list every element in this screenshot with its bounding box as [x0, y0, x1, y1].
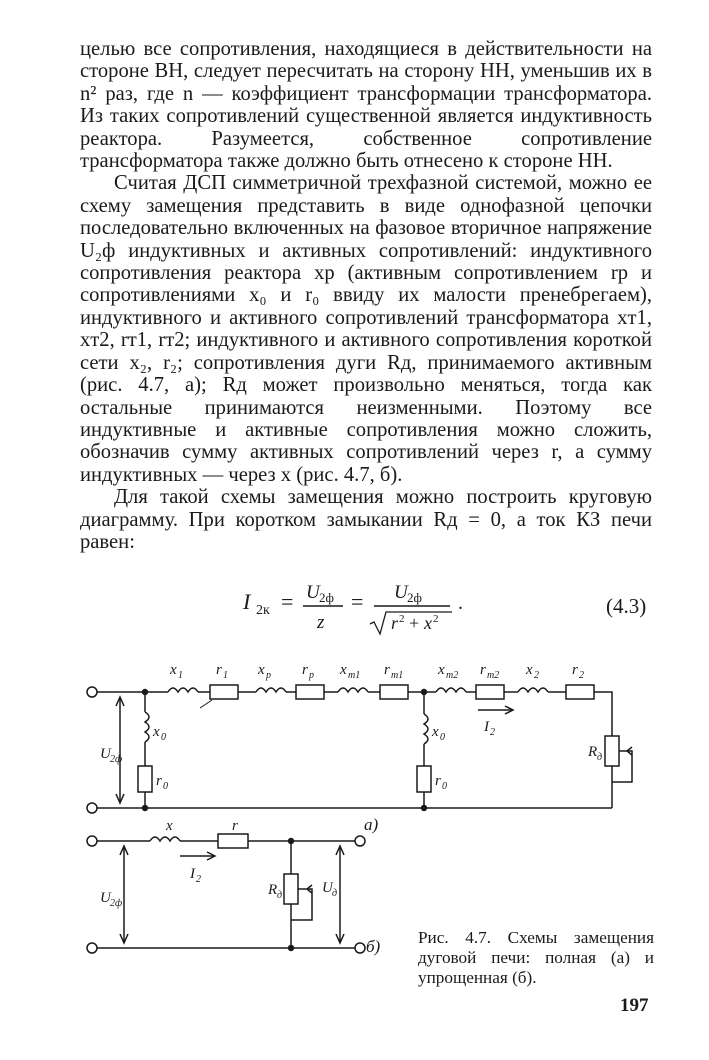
label-ud-sub: д [332, 888, 338, 899]
label-xt2: x [438, 662, 445, 678]
formula-4-3 [0, 578, 709, 638]
terminal-a-bottom [87, 803, 97, 813]
inductor-x0-a [145, 712, 149, 742]
label-rp: r [302, 662, 308, 678]
label-r0-b-sub: 0 [442, 781, 447, 792]
resistor-rt1 [380, 685, 408, 699]
label-u2f-b-sub: 2ф [110, 898, 123, 909]
inductor-x [150, 837, 180, 841]
plus-sign: + [409, 613, 420, 633]
formula-num1: U [306, 582, 320, 603]
paragraph-3: Для такой схемы замещения можно построить круговую диаграмму. При коротком замыкании Rд = 0, а ток КЗ печи равен: [80, 486, 652, 553]
formula-lhs-sub: 2к [256, 603, 270, 618]
equation-number: (4.3) [606, 594, 647, 618]
label-rd-a-sub: д [597, 752, 603, 763]
label-xt1: x [340, 662, 347, 678]
equals-sign-1: = [281, 589, 294, 614]
formula-num2: U [394, 582, 408, 603]
body-text [80, 38, 652, 553]
label-x0-b-sub: 0 [440, 732, 445, 743]
formula-den2-x: x [424, 613, 432, 633]
label-xp-sub: р [266, 670, 271, 681]
label-x: x [166, 818, 173, 834]
artifact-stroke [200, 700, 212, 708]
resistor-rd-a [605, 736, 619, 766]
figure-caption: Рис. 4.7. Схемы замещения дуговой печи: полная (а) и упрощенная (б). [418, 928, 654, 987]
terminal-b-out-top [355, 836, 365, 846]
inductor-xt1 [338, 688, 368, 692]
label-r1-sub: 1 [223, 670, 228, 681]
label-rd-a: R [588, 744, 598, 760]
terminal-b-top [87, 836, 97, 846]
formula-den2-r-exp: 2 [399, 613, 405, 625]
paragraph-2: Считая ДСП симметричной трехфазной системой, можно ее схему замещения представить в виде однофазной цепочки последовательно включенных на фазовое вторичное напряжение U₂ф индуктивных и активных сопротивлений: индуктивного сопротивления реактора xр (активным сопротивлением rр и сопротивлениями x₀ и r₀ ввиду их малости пренебрегаем), индуктивного и активного сопротивлений трансформатора xт1, xт2, rт1, rт2; индуктивного и активного сопротивления короткой сети x₂, r₂; сопротивления дуги Rд, принимаемого активным (рис. 4.7, а); Rд может произвольно меняться, тогда как остальные принимаются неизменными. Поэтому все индуктивные и активные сопротивления можно сложить, обозначив сумму активных сопротивлений через r, а сумму индуктивных — через x (рис. 4.7, б). [80, 172, 652, 486]
label-xt2-sub: т2 [446, 670, 459, 681]
node-a-2 [143, 806, 148, 811]
inductor-x1 [168, 688, 198, 692]
inductor-xp [256, 688, 286, 692]
label-rt2: r [480, 662, 486, 678]
resistor-r [218, 834, 248, 848]
paragraph-1: целью все сопротивления, находящиеся в действительности на стороне ВН, следует пересчитать на сторону НН, уменьшив их в n² раз, где n — коэффициент трансформации трансформатора. Из таких сопротивлений существенной является индуктивность реактора. Разумеется, собственное сопротивление трансформатора также должно быть отнесено к стороне НН. [80, 38, 652, 173]
label-x1: x [170, 662, 177, 678]
formula-period: . [458, 592, 463, 614]
label-x1-sub: 1 [178, 670, 183, 681]
label-r: r [232, 818, 238, 834]
resistor-r2 [566, 685, 594, 699]
label-xt1-sub: т1 [348, 670, 361, 681]
label-b-tag: б) [366, 937, 381, 956]
label-rp-sub: р [309, 670, 314, 681]
label-r2-sub: 2 [579, 670, 584, 681]
label-u2f-b: U [100, 890, 111, 906]
resistor-rt2 [476, 685, 504, 699]
inductor-xt2 [436, 688, 466, 692]
label-i2-a-sub: 2 [490, 727, 495, 738]
inductor-x2 [518, 688, 548, 692]
label-r0-b: r [435, 773, 441, 789]
wire-a-top-11 [594, 692, 612, 736]
label-rt2-sub: т2 [487, 670, 500, 681]
label-i2-b-sub: 2 [196, 874, 201, 885]
label-x2: x [526, 662, 533, 678]
resistor-r0-a [138, 766, 152, 792]
label-i2-b: I [190, 866, 195, 882]
label-a-tag: а) [364, 815, 379, 834]
label-x0-a: x [153, 724, 160, 740]
formula-den2-r: r [391, 613, 399, 633]
label-r0-a: r [156, 773, 162, 789]
formula-num2-sub: 2ф [407, 590, 422, 605]
resistor-r0-b [417, 766, 431, 792]
label-x2-sub: 2 [534, 670, 539, 681]
page-number: 197 [620, 995, 649, 1016]
figure-4-7-circuits [0, 640, 709, 960]
equals-sign-2: = [351, 589, 364, 614]
terminal-b-bottom [87, 943, 97, 953]
label-u2f-a-sub: 2ф [110, 754, 123, 765]
resistor-rp [296, 685, 324, 699]
label-rt1: r [384, 662, 390, 678]
formula-lhs: I [243, 589, 251, 614]
formula-num1-sub: 2ф [319, 590, 334, 605]
label-r1: r [216, 662, 222, 678]
label-rt1-sub: т1 [391, 670, 404, 681]
formula-den2-x-exp: 2 [433, 613, 439, 625]
terminal-b-out-bottom [355, 943, 365, 953]
label-ud: U [322, 880, 333, 896]
label-u2f-a: U [100, 746, 111, 762]
label-rd-b-sub: д [277, 890, 283, 901]
label-x0-b: x [432, 724, 439, 740]
label-r2: r [572, 662, 578, 678]
node-b-2 [289, 946, 294, 951]
resistor-rd-b [284, 874, 298, 904]
node-a-4 [422, 806, 427, 811]
label-x0-a-sub: 0 [161, 732, 166, 743]
formula-den1: z [317, 612, 325, 633]
terminal-a-top [87, 687, 97, 697]
label-i2-a: I [484, 719, 489, 735]
label-r0-a-sub: 0 [163, 781, 168, 792]
inductor-x0-b [424, 714, 428, 744]
resistor-r1 [210, 685, 238, 699]
label-xp: x [258, 662, 265, 678]
label-rd-b: R [268, 882, 278, 898]
